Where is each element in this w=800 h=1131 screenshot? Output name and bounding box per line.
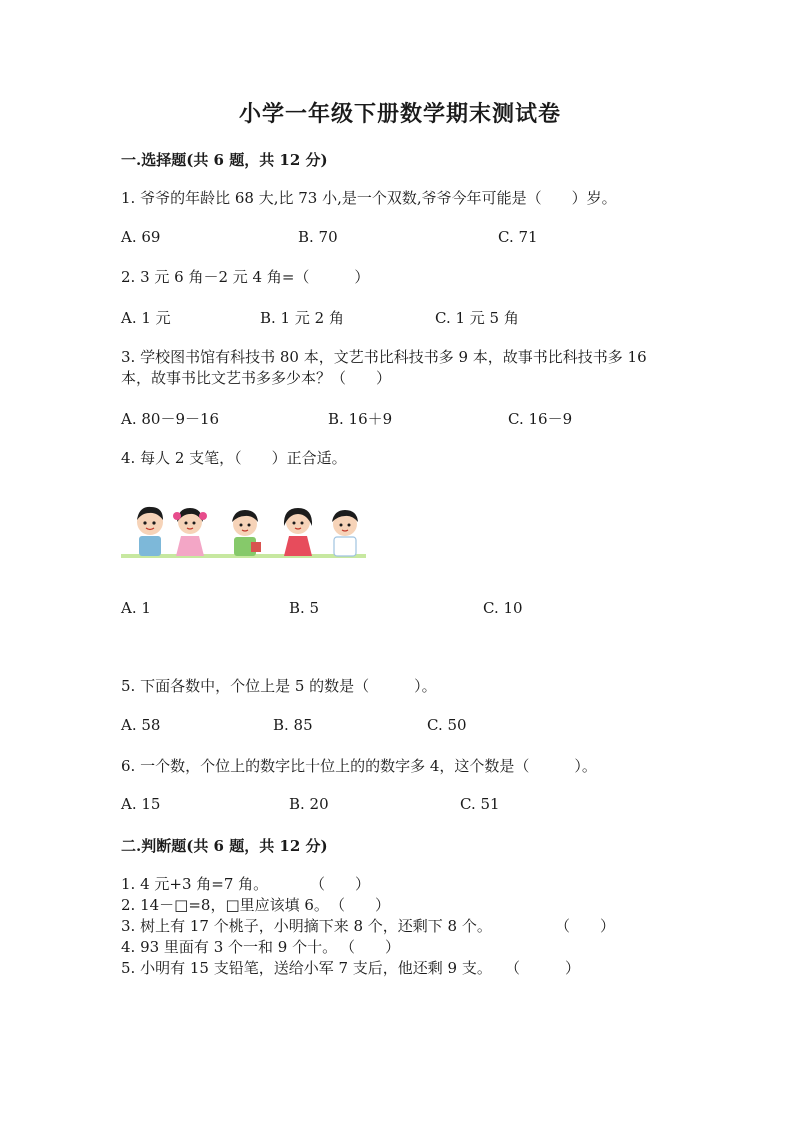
question-2: 2. 3 元 6 角－2 元 4 角=（ ） bbox=[121, 268, 370, 286]
q5-option-c: C. 50 bbox=[427, 716, 467, 734]
section-heading-choice: 一.选择题(共 6 题，共 12 分) bbox=[121, 151, 328, 169]
judgment-item-1: 1. 4 元+3 角=7 角。 bbox=[121, 875, 269, 893]
judgment-item-4: 4. 93 里面有 3 个一和 9 个十。 bbox=[121, 938, 338, 956]
q2-option-c: C. 1 元 5 角 bbox=[435, 309, 519, 327]
child-girl-1 bbox=[173, 508, 207, 556]
judgment-item-2-blank: （ ） bbox=[330, 896, 391, 914]
q4-option-a: A. 1 bbox=[121, 599, 151, 617]
q1-option-c: C. 71 bbox=[498, 228, 538, 246]
q1-option-a: A. 69 bbox=[121, 228, 161, 246]
q2-option-b: B. 1 元 2 角 bbox=[260, 309, 344, 327]
judgment-item-1-blank: （ ） bbox=[310, 875, 371, 893]
judgment-item-2: 2. 14－□=8，□里应该填 6。 bbox=[121, 896, 329, 914]
q5-option-b: B. 85 bbox=[273, 716, 313, 734]
judgment-item-3-blank: （ ） bbox=[555, 917, 616, 935]
child-boy-2 bbox=[232, 510, 261, 556]
q6-option-a: A. 15 bbox=[121, 795, 161, 813]
question-4: 4. 每人 2 支笔，（ ）正合适。 bbox=[121, 449, 347, 467]
question-6: 6. 一个数，个位上的数字比十位上的的数字多 4，这个数是（ ）。 bbox=[121, 757, 597, 775]
q2-option-a: A. 1 元 bbox=[121, 309, 171, 327]
question-3-line-2: 本，故事书比文艺书多多少本？（ ） bbox=[121, 369, 392, 387]
q4-option-b: B. 5 bbox=[289, 599, 320, 617]
judgment-item-5: 5. 小明有 15 支铅笔，送给小军 7 支后，他还剩 9 支。 bbox=[121, 959, 492, 977]
child-boy-3 bbox=[332, 510, 358, 556]
q3-option-b: B. 16＋9 bbox=[328, 410, 393, 428]
question-1: 1. 爷爷的年龄比 68 大,比 73 小,是一个双数,爷爷今年可能是（ ）岁。 bbox=[121, 189, 617, 207]
q3-option-c: C. 16－9 bbox=[508, 410, 573, 428]
q6-option-b: B. 20 bbox=[289, 795, 329, 813]
section-heading-judgment: 二.判断题(共 6 题，共 12 分) bbox=[121, 837, 328, 855]
q1-option-b: B. 70 bbox=[298, 228, 338, 246]
child-boy-1 bbox=[137, 507, 163, 556]
q6-option-c: C. 51 bbox=[460, 795, 500, 813]
q4-option-c: C. 10 bbox=[483, 599, 523, 617]
children-illustration bbox=[121, 500, 366, 562]
q5-option-a: A. 58 bbox=[121, 716, 161, 734]
question-3-line-1: 3. 学校图书馆有科技书 80 本，文艺书比科技书多 9 本，故事书比科技书多 16 bbox=[121, 348, 647, 366]
q3-option-a: A. 80－9－16 bbox=[121, 410, 220, 428]
question-5: 5. 下面各数中，个位上是 5 的数是（ ）。 bbox=[121, 677, 437, 695]
page-title: 小学一年级下册数学期末测试卷 bbox=[238, 101, 561, 127]
child-girl-2 bbox=[284, 508, 312, 556]
judgment-item-5-blank: （ ） bbox=[505, 959, 581, 977]
judgment-item-3: 3. 树上有 17 个桃子，小明摘下来 8 个，还剩下 8 个。 bbox=[121, 917, 492, 935]
judgment-item-4-blank: （ ） bbox=[340, 938, 401, 956]
